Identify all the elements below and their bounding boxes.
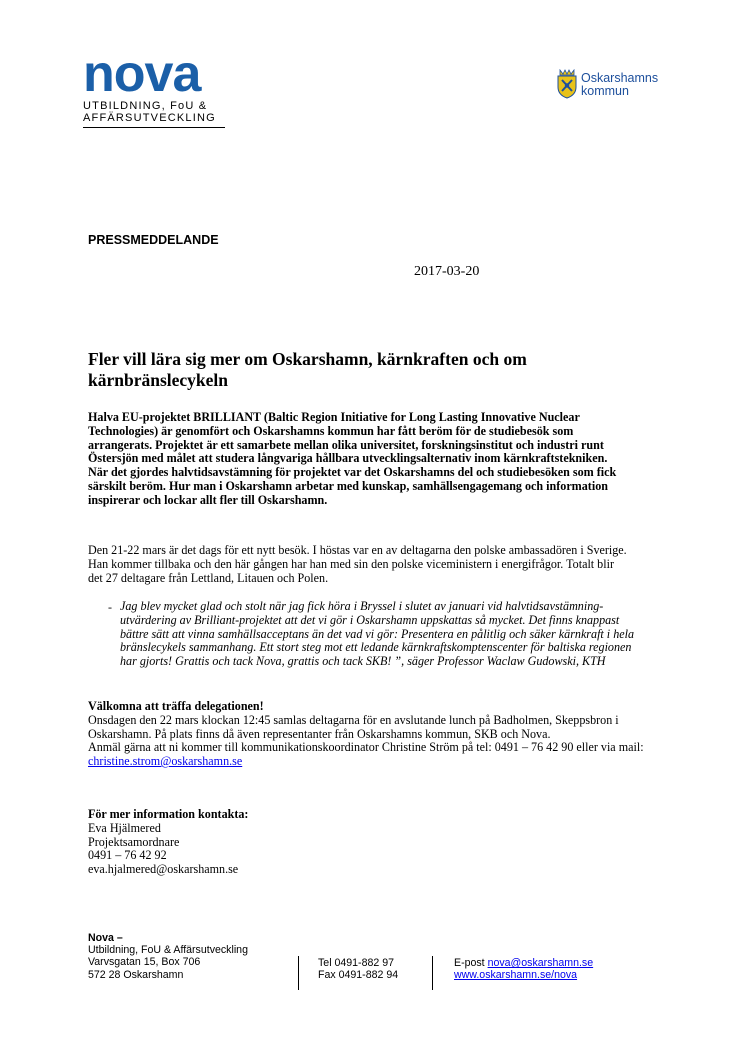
footer-phone — [318, 957, 398, 981]
footer-email-row — [454, 957, 593, 969]
footer-tel: Tel 0491-882 97 — [318, 957, 394, 969]
municipality-name-line-1: Oskarshamns — [581, 71, 659, 85]
headline: Fler vill lära sig mer om Oskarshamn, kärnkraften och om kärnbränslecykeln — [88, 349, 527, 390]
municipality-name-line-2: kommun — [581, 84, 629, 98]
quote-bullet: - — [108, 600, 112, 614]
quote-paragraph: Jag blev mycket glad och stolt när jag fick höra i Bryssel i slutet av januari vid halvtidsavstämning-utvärdering av Brilliant-projektet att det vi gör i Oskarshamn uppskattas så mycket. Det finns knappast bättre sätt att vinna samhällsacceptans än det vad vi gör: Presentera en pålitlig och säker kärnkraft i hela bränslecykels sammanhang. Ett stort steg mot ett ledande kärnkraftskomptenscenter för baltiska regionen har gjorts! Grattis och tack Nova, grattis och tack SKB! ”, säger Professor Waclaw Gudowski, KTH — [120, 599, 635, 669]
rsvp-text-block — [88, 741, 648, 769]
contact-email: eva.hjalmered@oskarshamn.se — [88, 862, 239, 877]
contact-phone: 0491 – 76 42 92 — [88, 848, 167, 863]
contact-role: Projektsamordnare — [88, 834, 180, 849]
welcome-heading: Välkomna att träffa delegationen! — [88, 699, 264, 713]
nova-logo-rule — [83, 127, 225, 128]
nova-logo-word: nova — [83, 45, 201, 103]
footer-address-1: Varvsgatan 15, Box 706 — [88, 956, 201, 969]
press-release-label: PRESSMEDDELANDE — [88, 233, 219, 247]
footer-web-link[interactable]: www.oskarshamn.se/nova — [454, 969, 578, 982]
lead-paragraph-2: När det gjordes halvtidsavstämning för projektet var det Oskarshamns del och studiebesöken som fick särskilt beröm. Hur man i Oskarshamn arbetar med kunskap, samhällsengagemang och information inspirerar och lockar allt fler till Oskarshamn. — [88, 465, 617, 507]
footer-org-sub: Utbildning, FoU & Affärsutveckling — [88, 944, 248, 957]
nova-logo — [83, 45, 233, 128]
nova-logo-subtitle-2: AFFÄRSUTVECKLING — [83, 112, 216, 124]
contact-section — [88, 808, 388, 877]
footer-divider-1 — [298, 956, 299, 990]
footer-fax: Fax 0491-882 94 — [318, 969, 399, 982]
footer-org: Nova – — [88, 932, 123, 944]
lead-section — [88, 411, 628, 508]
welcome-text: Onsdagen den 22 mars klockan 12:45 samlas deltagarna för en avslutande lunch på Badholmen, Skeppsbron i Oskarshamn. På plats finns då även representanter från Oskarshamns kommun, SKB och Nova. — [88, 712, 619, 741]
footer-address-2: 572 28 Oskarshamn — [88, 968, 184, 981]
oskarshamn-kommun-logo — [556, 69, 658, 99]
christine-email-link[interactable]: christine.strom@oskarshamn.se — [88, 754, 243, 769]
coat-of-arms-icon — [556, 69, 578, 99]
lead-paragraph-1: Halva EU-projektet BRILLIANT (Baltic Region Initiative for Long Lasting Innovative Nuclear Technologies) är genomfört och Oskarshamns kommun har fått beröm för de studiebesök som arrangerats. Projektet är ett samarbete mellan olika universitet, forskningsinstitut och industri runt Östersjön med målet att studera långvariga hållbara utvecklingsalternativ inom kärnkraftstekniken. — [88, 410, 608, 466]
release-date: 2017-03-20 — [414, 264, 480, 279]
body-paragraph: Den 21-22 mars är det dags för ett nytt besök. I höstas var en av deltagarna den polske ambassadören i Sverige. Han kommer tillbaka och den här gången har han med sin den polske viceministern i energifrågor. Totalt blir det 27 deltagare från Lettland, Litauen och Polen. — [88, 543, 627, 585]
contact-name: Eva Hjälmered — [88, 820, 161, 835]
nova-logo-subtitle-1: UTBILDNING, FoU & — [83, 100, 208, 112]
footer-divider-2 — [432, 956, 433, 990]
footer-email-label: E-post — [454, 957, 488, 969]
rsvp-text: Anmäl gärna att ni kommer till kommunikationskoordinator Christine Ström på tel: 0491 – 76 42 90 eller via mail: — [88, 740, 644, 755]
contact-heading: För mer information kontakta: — [88, 807, 249, 821]
footer-address — [88, 932, 248, 981]
footer-email-link[interactable]: nova@oskarshamn.se — [487, 957, 594, 969]
footer-online — [454, 957, 593, 981]
welcome-section — [88, 700, 648, 769]
